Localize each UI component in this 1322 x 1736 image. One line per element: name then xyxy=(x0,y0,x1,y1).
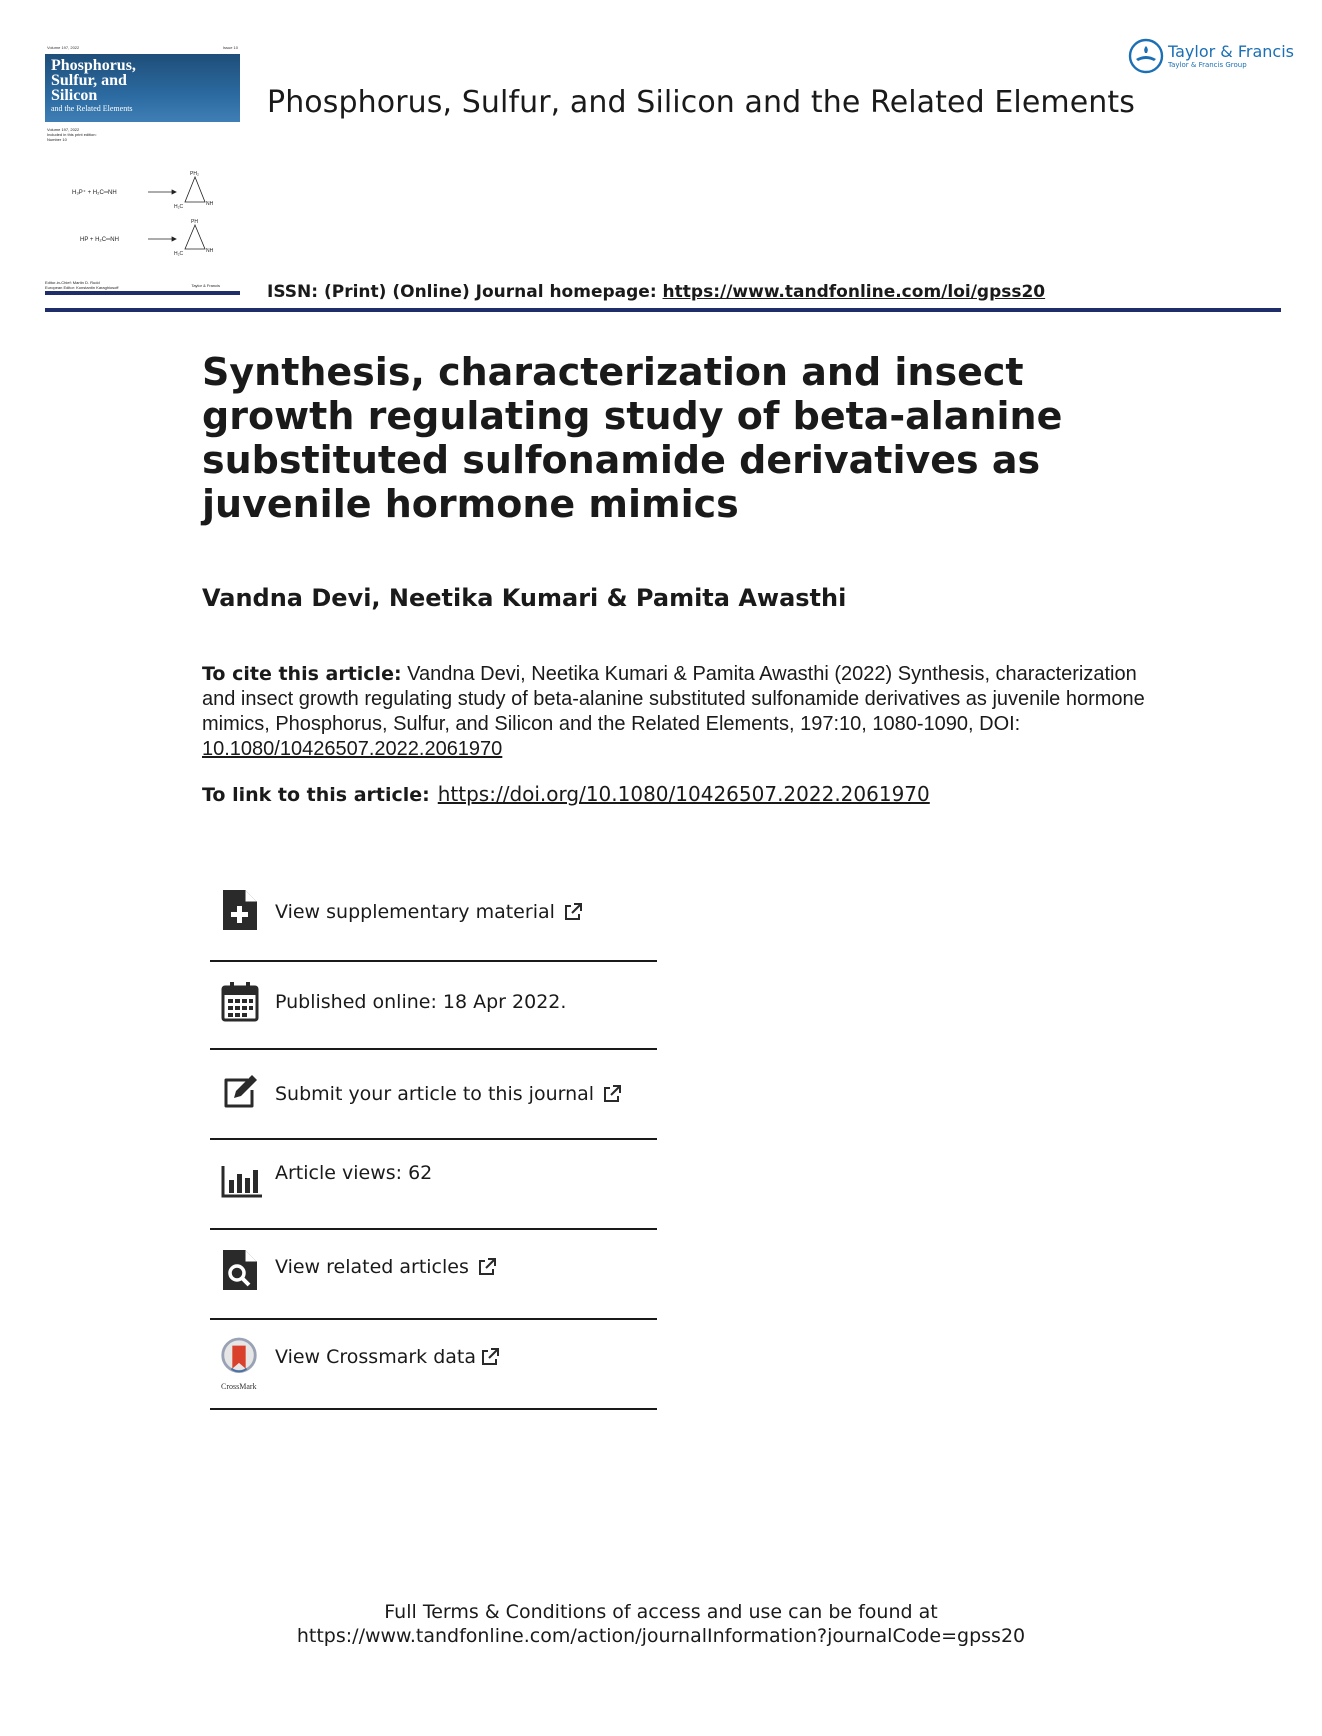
article-doi-url[interactable]: https://doi.org/10.1080/10426507.2022.2061970 xyxy=(437,782,930,806)
cover-chemical-scheme xyxy=(70,165,230,265)
cover-meta xyxy=(45,122,240,147)
published-online-label: Published online: 18 Apr 2022. xyxy=(275,991,567,1013)
taylor-francis-logo[interactable] xyxy=(1128,38,1294,74)
footer-terms-url[interactable]: https://www.tandfonline.com/action/journalInformation?journalCode=gpss20 xyxy=(296,1625,1026,1647)
issn-line xyxy=(267,282,1045,302)
cover-publisher: Taylor & Francis xyxy=(191,282,220,288)
journal-cover xyxy=(45,40,240,295)
related-articles-label: View related articles xyxy=(275,1256,469,1278)
bar-chart-icon xyxy=(220,1158,264,1202)
cover-title-line: Silicon xyxy=(51,87,98,104)
file-plus-icon xyxy=(220,888,260,932)
svg-text:NH: NH xyxy=(206,201,214,207)
logo-name: Taylor & Francis xyxy=(1168,42,1294,61)
published-online-item xyxy=(210,962,657,1050)
svg-text:NH: NH xyxy=(206,248,214,254)
cover-editor: Editor-in-Chief: Martin D. Rudd xyxy=(45,280,100,285)
cover-meta-line: Included in this print edition: xyxy=(47,132,97,137)
cover-title-line: Sulfur, and xyxy=(51,72,127,89)
cover-title-line: Phosphorus, xyxy=(51,57,136,74)
cover-subtitle: and the Related Elements xyxy=(51,104,133,113)
supplementary-label: View supplementary material xyxy=(275,901,555,923)
crossmark-label: View Crossmark data xyxy=(275,1346,477,1368)
issn-prefix: ISSN: (Print) (Online) Journal homepage: xyxy=(267,282,663,302)
crossmark-icon-label: CrossMark xyxy=(221,1382,257,1391)
svg-text:HP + H₂C═NH: HP + H₂C═NH xyxy=(80,237,119,243)
edit-icon xyxy=(220,1068,260,1112)
cite-label: To cite this article: xyxy=(202,663,402,685)
cover-bottom-bar xyxy=(45,291,240,295)
footer-line: Full Terms & Conditions of access and use can be found at xyxy=(384,1601,938,1623)
header-rule xyxy=(45,308,1281,312)
svg-text:H₂C: H₂C xyxy=(174,204,184,210)
supplementary-material-item[interactable] xyxy=(210,870,657,962)
article-views-item xyxy=(210,1140,657,1230)
article-authors: Vandna Devi, Neetika Kumari & Pamita Awasthi xyxy=(202,584,847,612)
article-link-line xyxy=(202,782,930,806)
link-label: To link to this article: xyxy=(202,784,430,806)
cover-title-band xyxy=(45,54,240,122)
related-articles-item[interactable] xyxy=(210,1230,657,1320)
svg-text:PH: PH xyxy=(191,219,198,225)
svg-text:PH₂: PH₂ xyxy=(190,171,199,177)
article-info-list xyxy=(210,870,657,1410)
taylor-francis-lamp-icon xyxy=(1128,38,1164,74)
search-file-icon xyxy=(220,1248,260,1292)
article-views-label: Article views: 62 xyxy=(275,1162,433,1184)
doi-link[interactable]: 10.1080/10426507.2022.2061970 xyxy=(202,738,503,760)
logo-group: Taylor & Francis Group xyxy=(1168,61,1247,69)
journal-homepage-link[interactable]: https://www.tandfonline.com/loi/gpss20 xyxy=(662,282,1046,302)
cover-issue: Issue 10 xyxy=(222,44,238,50)
external-link-icon xyxy=(563,902,583,922)
cite-text: Vandna Devi, Neetika Kumari & Pamita Awasthi (2022) Synthesis, characterization and insect growth regulating study of beta-alanine substituted sulfonamide derivatives as juvenile hormone mimics, Phosphorus, Sulfur, and Silicon and the Related Elements, 197:10, 1080-1090, DOI: xyxy=(202,663,1145,735)
submit-article-item[interactable] xyxy=(210,1050,657,1140)
footer-terms xyxy=(0,1600,1322,1648)
svg-text:H₂C: H₂C xyxy=(174,251,184,257)
calendar-icon xyxy=(220,980,260,1024)
external-link-icon xyxy=(477,1257,497,1277)
article-title: Synthesis, characterization and insect growth regulating study of beta-alanine substituted sulfonamide derivatives as juvenile hormone mimics xyxy=(202,350,1063,526)
cover-meta-line: Volume 197, 2022 xyxy=(47,127,80,132)
crossmark-item[interactable] xyxy=(210,1320,657,1410)
submit-article-label: Submit your article to this journal xyxy=(275,1083,595,1105)
journal-title: Phosphorus, Sulfur, and Silicon and the Related Elements xyxy=(267,85,1135,120)
citation-block xyxy=(202,662,1162,762)
external-link-icon xyxy=(602,1084,622,1104)
cover-meta-line: Number 10 xyxy=(47,137,67,142)
external-link-icon xyxy=(480,1347,500,1367)
svg-text:H₃P⁺ + H₂C═NH: H₃P⁺ + H₂C═NH xyxy=(72,190,117,196)
crossmark-icon xyxy=(218,1336,260,1384)
cover-editor: European Editor: Konstantin Karaghiosoff xyxy=(45,285,119,290)
cover-volume: Volume 197, 2022 xyxy=(47,44,80,50)
